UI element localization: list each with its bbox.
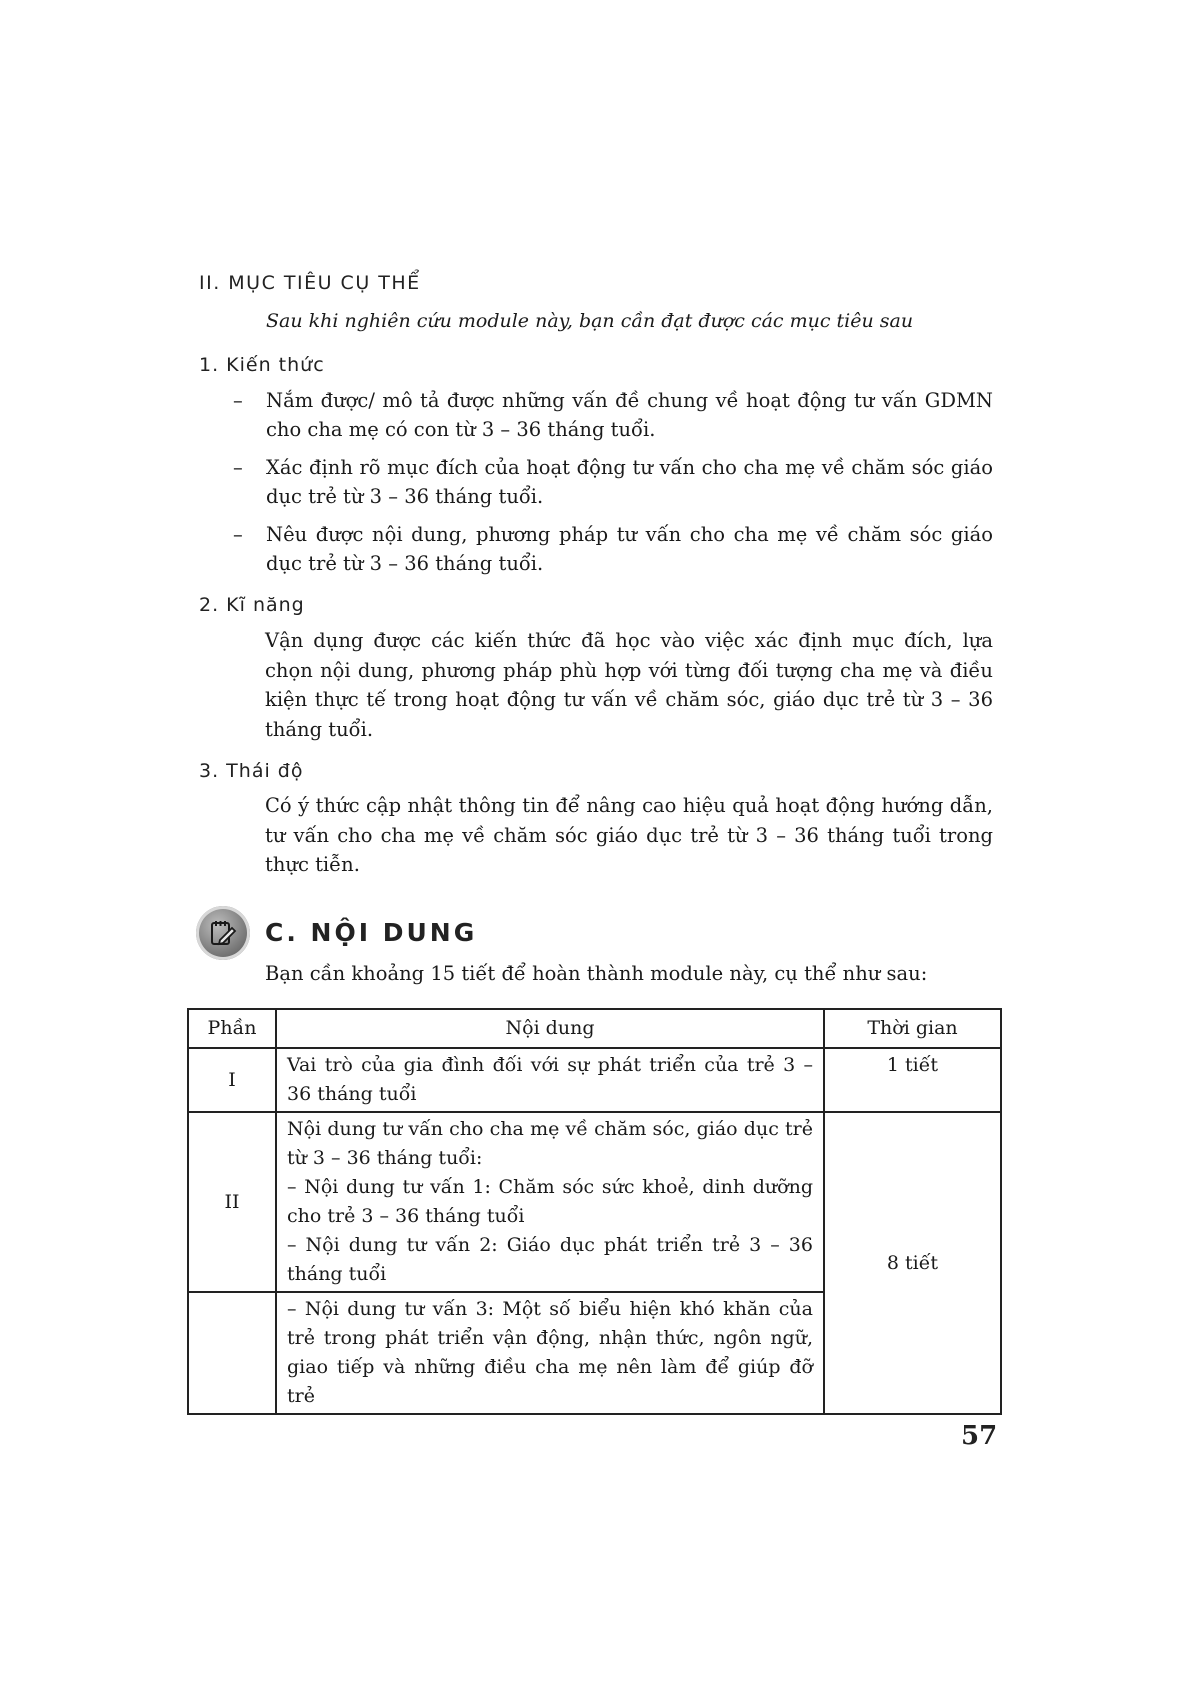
notepad-pencil-icon [196,906,250,960]
row-time: 1 tiết [824,1048,1001,1112]
header-time: Thời gian [824,1009,1001,1048]
dash-bullet: – [233,523,243,546]
header-part: Phần [188,1009,276,1048]
row-content-line: – Nội dung tư vấn 2: Giáo dục phát triển trẻ 3 – 36 tháng tuổi [287,1234,813,1285]
row-part: II [188,1112,276,1292]
page-number: 57 [961,1421,998,1451]
list-item [233,453,993,511]
dash-bullet: – [233,389,243,412]
skills-heading: 2. Kĩ năng [199,594,305,616]
knowledge-list [233,386,993,587]
attitude-text: Có ý thức cập nhật thông tin để nâng cao hiệu quả hoạt động hướng dẫn, tư vấn cho cha mẹ về chăm sóc giáo dục trẻ từ 3 – 36 tháng tuổi trong thực tiễn. [265,794,993,876]
content-intro: Bạn cần khoảng 15 tiết để hoàn thành module này, cụ thể như sau: [265,962,928,985]
row-time: 8 tiết [824,1112,1001,1414]
knowledge-heading: 1. Kiến thức [199,354,325,376]
attitude-heading: 3. Thái độ [199,760,304,782]
list-item [233,520,993,578]
knowledge-item-text: Nắm được/ mô tả được những vấn đề chung về hoạt động tư vấn GDMN cho cha mẹ có con từ 3 – 36 tháng tuổi. [266,389,993,441]
knowledge-item-text: Xác định rõ mục đích của hoạt động tư vấn cho cha mẹ về chăm sóc giáo dục trẻ từ 3 – 36 tháng tuổi. [266,456,993,508]
content-heading: C. NỘI DUNG [265,918,478,947]
table-row [188,1048,1001,1112]
header-content: Nội dung [276,1009,824,1048]
row-content-line: – Nội dung tư vấn 1: Chăm sóc sức khoẻ, dinh dưỡng cho trẻ 3 – 36 tháng tuổi [287,1176,813,1227]
row-part [188,1292,276,1414]
dash-bullet: – [233,456,243,479]
row-content [276,1112,824,1292]
table-row [188,1112,1001,1292]
section-heading: II. MỤC TIÊU CỤ THỂ [199,272,421,294]
list-item [233,386,993,444]
skills-text: Vận dụng được các kiến thức đã học vào việc xác định mục đích, lựa chọn nội dung, phương pháp phù hợp với từng đối tượng cha mẹ và điều kiện thực tế trong hoạt động tư vấn về chăm sóc, giáo dục trẻ từ 3 – 36 tháng tuổi. [265,629,993,741]
section-intro: Sau khi nghiên cứu module này, bạn cần đạt được các mục tiêu sau [266,310,914,332]
knowledge-item-text: Nêu được nội dung, phương pháp tư vấn cho cha mẹ về chăm sóc giáo dục trẻ từ 3 – 36 tháng tuổi. [266,523,993,575]
row-content: – Nội dung tư vấn 3: Một số biểu hiện khó khăn của trẻ trong phát triển vận động, nhận thức, ngôn ngữ, giao tiếp và những điều cha mẹ nên làm để giúp đỡ trẻ [276,1292,824,1414]
content-table [187,1008,1002,1415]
row-content-line: Nội dung tư vấn cho cha mẹ về chăm sóc, giáo dục trẻ từ 3 – 36 tháng tuổi: [287,1118,813,1169]
row-content: Vai trò của gia đình đối với sự phát triển của trẻ 3 – 36 tháng tuổi [276,1048,824,1112]
row-part: I [188,1048,276,1112]
table-header-row [188,1009,1001,1048]
